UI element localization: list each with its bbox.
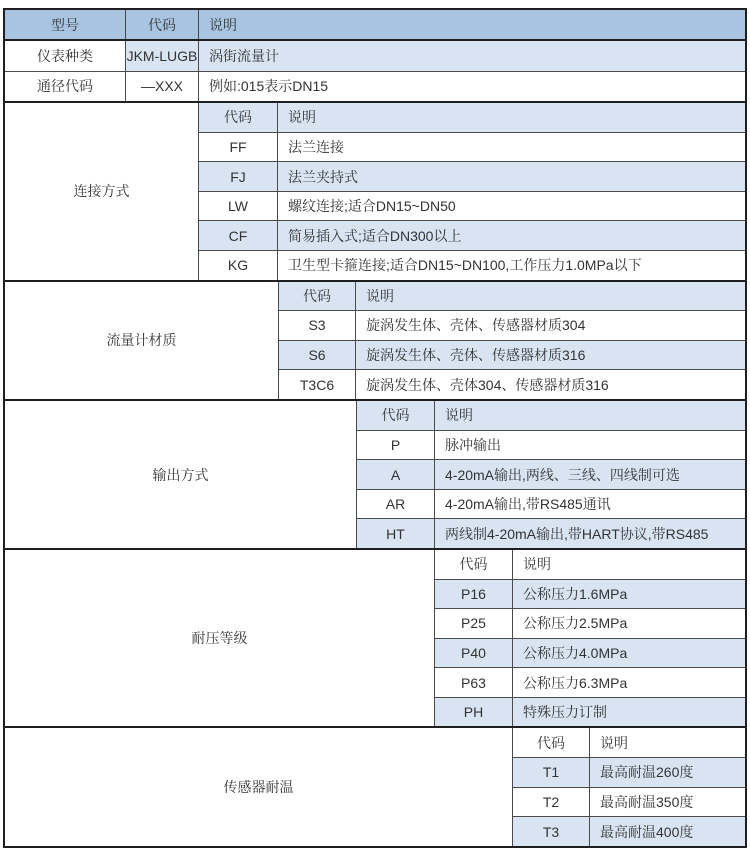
row-label: 通径代码 xyxy=(5,72,126,101)
table-row xyxy=(513,817,745,846)
row-code: PH xyxy=(435,698,513,727)
subheader-code: 代码 xyxy=(199,103,278,132)
row-desc: 法兰连接 xyxy=(288,139,344,156)
row-desc: 最高耐温400度 xyxy=(600,823,694,840)
row-code: S6 xyxy=(279,341,356,370)
subtable-header-row xyxy=(435,550,745,580)
subheader-desc: 说明 xyxy=(600,734,628,751)
table-row xyxy=(435,698,745,727)
row-desc: 卫生型卡箍连接;适合DN15~DN100,工作压力1.0MPa以下 xyxy=(288,257,642,274)
row-label: 仪表种类 xyxy=(5,41,126,70)
table-row xyxy=(435,668,745,698)
section-subtable xyxy=(199,103,745,279)
subheader-code: 代码 xyxy=(435,550,513,579)
row-desc: 4-20mA输出,带RS485通讯 xyxy=(445,496,611,513)
table-row xyxy=(199,162,745,192)
row-desc: 例如:015表示DN15 xyxy=(209,78,329,95)
row-desc: 公称压力2.5MPa xyxy=(523,615,628,632)
row-code: AR xyxy=(357,490,435,519)
row-desc: 最高耐温350度 xyxy=(600,794,694,811)
table-row xyxy=(199,192,745,222)
row-code: P xyxy=(357,431,435,460)
row-desc: 法兰夹持式 xyxy=(288,168,358,185)
row-code: T2 xyxy=(513,788,590,817)
table-header-row xyxy=(5,10,745,41)
table-row xyxy=(357,460,745,490)
row-code: FJ xyxy=(199,162,278,191)
row-code: HT xyxy=(357,519,435,548)
row-instrument-type xyxy=(5,41,745,71)
subheader-desc: 说明 xyxy=(523,556,551,573)
subheader-code: 代码 xyxy=(513,728,590,757)
table-row xyxy=(357,490,745,520)
subtable-header-row xyxy=(357,401,745,431)
row-code: S3 xyxy=(279,311,356,340)
row-code: CF xyxy=(199,221,278,250)
row-desc: 4-20mA输出,两线、三线、四线制可选 xyxy=(445,466,680,483)
row-code: —XXX xyxy=(126,72,199,101)
row-code: JKM-LUGB xyxy=(126,41,199,70)
row-desc: 公称压力6.3MPa xyxy=(523,674,628,691)
table-row xyxy=(199,133,745,163)
row-desc: 旋涡发生体、壳体、传感器材质304 xyxy=(366,317,586,334)
row-desc: 特殊压力订制 xyxy=(523,704,607,721)
section-subtable xyxy=(513,728,745,846)
row-desc: 两线制4-20mA输出,带HART协议,带RS485 xyxy=(445,525,709,542)
row-code: A xyxy=(357,460,435,489)
table-row xyxy=(199,221,745,251)
subtable-header-row xyxy=(279,282,745,312)
table-row xyxy=(357,519,745,548)
section-output-mode xyxy=(5,399,745,548)
header-model: 型号 xyxy=(5,10,126,39)
row-desc: 公称压力1.6MPa xyxy=(523,585,628,602)
row-code: T3 xyxy=(513,817,590,846)
section-subtable xyxy=(279,282,745,400)
header-desc: 说明 xyxy=(209,16,237,33)
section-label: 耐压等级 xyxy=(5,550,435,726)
section-connection-type xyxy=(5,101,745,279)
row-code: T3C6 xyxy=(279,370,356,399)
section-sensor-temperature xyxy=(5,726,745,846)
row-code: P25 xyxy=(435,609,513,638)
row-code: P16 xyxy=(435,580,513,609)
table-row xyxy=(357,431,745,461)
subheader-desc: 说明 xyxy=(445,407,473,424)
section-pressure-rating xyxy=(5,548,745,726)
table-row xyxy=(513,788,745,818)
subheader-desc: 说明 xyxy=(366,287,394,304)
row-desc: 公称压力4.0MPa xyxy=(523,645,628,662)
row-code: FF xyxy=(199,133,278,162)
row-code: LW xyxy=(199,192,278,221)
row-desc: 简易插入式;适合DN300以上 xyxy=(288,227,462,244)
table-row xyxy=(435,609,745,639)
table-row xyxy=(435,580,745,610)
section-label: 流量计材质 xyxy=(5,282,279,400)
subtable-header-row xyxy=(199,103,745,133)
subheader-desc: 说明 xyxy=(288,109,316,126)
row-desc: 螺纹连接;适合DN15~DN50 xyxy=(288,198,456,215)
row-code: KG xyxy=(199,251,278,280)
section-label: 传感器耐温 xyxy=(5,728,513,846)
table-row xyxy=(199,251,745,280)
header-code: 代码 xyxy=(126,10,199,39)
section-label: 连接方式 xyxy=(5,103,199,279)
table-row xyxy=(279,370,745,399)
row-code: P40 xyxy=(435,639,513,668)
row-desc: 脉冲输出 xyxy=(445,437,501,453)
row-code: T1 xyxy=(513,758,590,787)
row-desc: 最高耐温260度 xyxy=(600,764,694,781)
section-subtable xyxy=(435,550,745,726)
section-subtable xyxy=(357,401,745,548)
subtable-header-row xyxy=(513,728,745,758)
row-desc: 涡街流量计 xyxy=(199,41,745,70)
row-desc: 旋涡发生体、壳体304、传感器材质316 xyxy=(366,376,609,393)
subheader-code: 代码 xyxy=(279,282,356,311)
table-row xyxy=(435,639,745,669)
table-row xyxy=(279,311,745,341)
row-desc: 旋涡发生体、壳体、传感器材质316 xyxy=(366,347,586,364)
row-diameter-code xyxy=(5,72,745,101)
section-material xyxy=(5,280,745,400)
subheader-code: 代码 xyxy=(357,401,435,430)
table-row xyxy=(279,341,745,371)
table-row xyxy=(513,758,745,788)
row-code: P63 xyxy=(435,668,513,697)
section-label: 输出方式 xyxy=(5,401,357,548)
model-selection-table xyxy=(3,8,747,848)
